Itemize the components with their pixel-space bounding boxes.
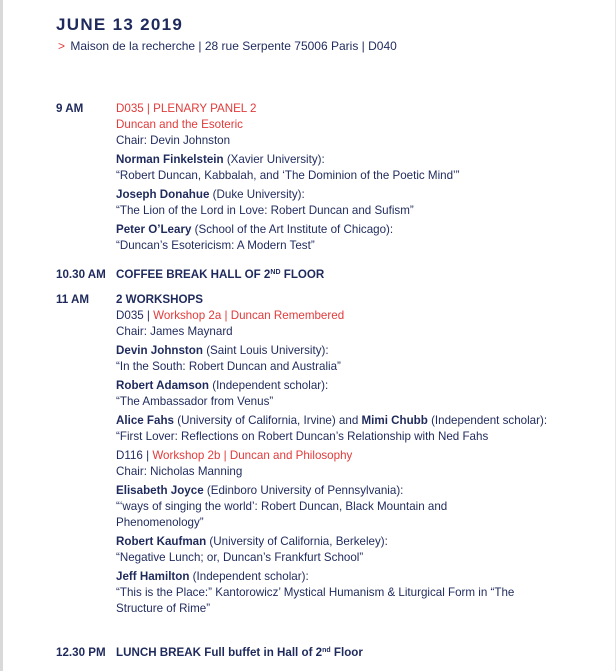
session-title: Duncan and the Esoteric [116, 118, 243, 131]
left-margin-rule [0, 0, 3, 671]
speaker-name: Robert Adamson [116, 379, 209, 392]
talk-title: Phenomenology” [116, 516, 204, 529]
talk-item [116, 413, 608, 445]
break-label-tail: FLOOR [280, 268, 325, 281]
session-time: 11 AM [56, 293, 90, 306]
speaker-affiliation: (Saint Louis University): [202, 344, 329, 357]
speaker-name: Elisabeth Joyce [116, 484, 204, 497]
talk-item [116, 534, 608, 566]
talk-title: Structure of Rime” [116, 602, 211, 615]
speaker-affiliation: (Duke University): [209, 188, 305, 201]
workshop-room: D116 | [116, 449, 153, 462]
break-label: LUNCH BREAK [116, 646, 202, 659]
speaker-affiliation: (Xavier University): [223, 153, 325, 166]
workshop-title: Workshop 2a | Duncan Remembered [153, 309, 345, 322]
ordinal-suffix: ND [270, 269, 281, 276]
venue-line [58, 39, 397, 53]
break-time: 12.30 PM [56, 646, 106, 659]
talk-item [116, 378, 608, 410]
session-time: 9 AM [56, 102, 84, 115]
speaker-name: Robert Kaufman [116, 535, 207, 548]
workshop-chair: Chair: Nicholas Manning [116, 465, 243, 478]
break-detail: Full buffet in Hall of 2 [201, 646, 323, 659]
talk-item [116, 343, 608, 375]
speaker-name: Joseph Donahue [116, 188, 210, 201]
talk-title: “Robert Duncan, Kabbalah, and ‘The Dominion of the Poetic Mind’” [116, 169, 460, 182]
workshop-chair: Chair: James Maynard [116, 325, 233, 338]
break-label: COFFEE BREAK HALL OF 2 [116, 268, 271, 281]
speaker-name: Devin Johnston [116, 344, 203, 357]
talk-title: “First Lover: Reflections on Robert Duncan’s Relationship with Ned Fahs [116, 430, 489, 443]
session-label: 2 WORKSHOPS [116, 293, 203, 306]
speaker-name: Jeff Hamilton [116, 570, 190, 583]
page-title: JUNE 13 2019 [56, 15, 184, 34]
session-chair: Chair: Devin Johnston [116, 134, 231, 147]
venue-text: Maison de la recherche | 28 rue Serpente 75006 Paris | D040 [70, 39, 397, 53]
workshop-title: Workshop 2b | Duncan and Philosophy [152, 449, 353, 462]
session-code: D035 | PLENARY PANEL 2 [116, 102, 257, 115]
ordinal-suffix: nd [322, 647, 331, 654]
talk-title: “Duncan’s Esotericism: A Modern Test” [116, 239, 315, 252]
talk-title: “‘ways of singing the world’: Robert Duncan, Black Mountain and [116, 500, 448, 513]
speaker-affiliation: (Independent scholar): [208, 379, 329, 392]
talk-title: “In the South: Robert Duncan and Australia” [116, 360, 341, 373]
talk-title: “The Lion of the Lord in Love: Robert Duncan and Sufism” [116, 204, 414, 217]
speaker-name: Alice Fahs [116, 414, 174, 427]
workshop-room: D035 | [116, 309, 154, 322]
speaker-affiliation: (Independent scholar): [189, 570, 309, 583]
speaker-affiliation: (University of California, Berkeley): [206, 535, 388, 548]
talk-item [116, 569, 608, 617]
speaker-affiliation: (Edinboro University of Pennsylvania): [203, 484, 404, 497]
talk-title: “The Ambassador from Venus” [116, 395, 274, 408]
break-detail-tail: Floor [330, 646, 363, 659]
talk-item [116, 483, 608, 531]
talk-item [116, 187, 608, 219]
chevron-right-icon: > [58, 39, 66, 53]
speaker-name: Norman Finkelstein [116, 153, 224, 166]
speaker-affiliation: (School of the Art Institute of Chicago): [191, 223, 394, 236]
talk-item [116, 152, 608, 184]
talk-item [116, 222, 608, 254]
talk-title: “Negative Lunch; or, Duncan’s Frankfurt School” [116, 551, 364, 564]
workshop-2a [116, 308, 608, 445]
speaker-affiliation: (University of California, Irvine) and [174, 414, 362, 427]
speaker-name: Peter O’Leary [116, 223, 192, 236]
workshop-2b [116, 448, 608, 617]
speaker-affiliation: (Independent scholar): [427, 414, 548, 427]
speaker-name: Mimi Chubb [361, 414, 428, 427]
talk-title: “This is the Place:” Kantorowicz’ Mystical Humanism & Liturgical Form in “The [116, 586, 515, 599]
break-time: 10.30 AM [56, 268, 106, 281]
